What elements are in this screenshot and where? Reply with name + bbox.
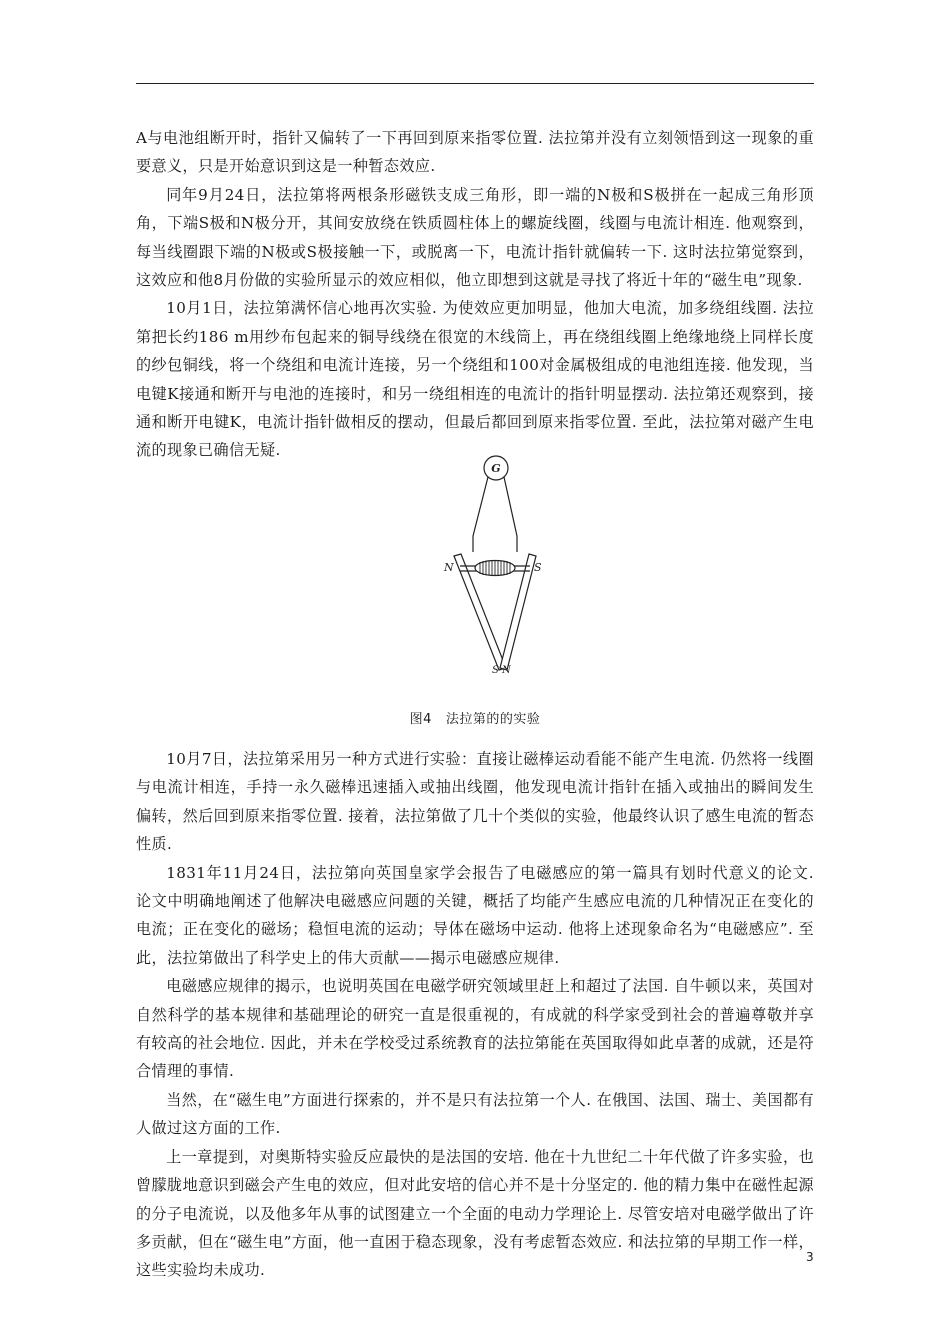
- left-lead-wire: [473, 477, 488, 536]
- figure-title: 法拉第的的实验: [445, 712, 541, 727]
- paragraph: 同年9月24日，法拉第将两根条形磁铁支成三角形，即一端的N极和S极拼在一起成三角形顶角，下端S极和N极分开，其间安放绕在铁质圆柱体上的螺旋线圈，线圈与电流计相连. 他观察到，每当线圈跟下端的N极或S极接触一下，或脱离一下，电流计指针就偏转一下. 这时法拉第觉察到，这效应和他8月份做的实验所显示的效应相似，他立即想到这就是寻找了将近十年的“磁生电”现象.: [136, 185, 814, 290]
- faraday-experiment-figure: [440, 448, 580, 688]
- paragraph: 10月1日，法拉第满怀信心地再次实验. 为使效应更加明显，他加大电流，加多绕组线圈. 法拉第把长约186 m用纱布包起来的铜导线绕在很宽的木线筒上，再在绕组线圈上绝缘地绕上同样长度的纱包铜线，将一个绕组和电流计连接，另一个绕组和100对金属极组成的电池组连接. 他发现，当电键K接通和断开与电池的连接时，和另一绕组相连的电流计的指针明显摆动. 法拉第还观察到，接通和断开电键K，电流计指针做相反的摆动，但最后都回到原来指零位置. 至此，法拉第对磁产生电流的现象已确信无疑.: [136, 299, 814, 460]
- paragraph: 上一章提到，对奥斯特实验反应最快的是法国的安培. 他在十九世纪二十年代做了许多实验，也曾朦胧地意识到磁会产生电的效应，但对此安培的信心并不是十分坚定的. 他的精力集中在磁性起源的分子电流说，以及他多年从事的试图建立一个全面的电动力学理论上. 尽管安培对电磁学做出了许多贡献，但在“磁生电”方面，他一直困于稳态现象，没有考虑暂态效应. 和法拉第的早期工作一样，这些实验均未成功.: [136, 1147, 814, 1280]
- header-rule: [136, 83, 814, 84]
- figure-caption: [0, 708, 950, 727]
- label-s-bottom: S: [492, 665, 499, 676]
- figure-label: 图4: [409, 712, 432, 727]
- label-n-bottom: N: [502, 665, 511, 676]
- right-lead-wire: [504, 477, 517, 536]
- paragraph: 当然，在“磁生电”方面进行探索的，并不是只有法拉第一个人. 在俄国、法国、瑞士、美国都有人做过这方面的工作.: [136, 1090, 814, 1138]
- paragraph: 10月7日，法拉第采用另一种方式进行实验：直接让磁棒运动看能不能产生电流. 仍然将一线圈与电流计相连，手持一永久磁棒迅速插入或抽出线圈，他发现电流计指针在插入或抽出的瞬间发生偏转，然后回到原来指零位置. 接着，法拉第做了几十个类似的实验，他最终认识了感生电流的暂态性质.: [136, 750, 814, 854]
- paragraph: 1831年11月24日，法拉第向英国皇家学会报告了电磁感应的第一篇具有划时代意义的论文. 论文中明确地阐述了他解决电磁感应问题的关键，概括了均能产生感应电流的几种情况正在变化的电流；正在变化的磁场；稳恒电流的运动；导体在磁场中运动. 他将上述现象命名为“电磁感应”. 至此，法拉第做出了科学史上的伟大贡献——揭示电磁感应规律.: [136, 863, 814, 967]
- paragraph: A与电池组断开时，指针又偏转了一下再回到原来指零位置. 法拉第并没有立刻领悟到这一现象的重要意义，只是开始意识到这是一种暂态效应.: [136, 129, 814, 176]
- page-number: 3: [806, 1250, 814, 1264]
- text-block-bottom: [136, 745, 814, 1285]
- galvanometer-label: G: [491, 462, 501, 475]
- label-n-left: N: [444, 561, 454, 574]
- paragraph: 电磁感应规律的揭示，也说明英国在电磁学研究领域里赶上和超过了法国. 自牛顿以来，英国对自然科学的基本规律和基础理论的研究一直是很重视的，有成就的科学家受到社会的普遍尊敬并享有较高的社会地位. 因此，并未在学校受过系统教育的法拉第能在英国取得如此卓著的成就，还是符合情理的事情.: [136, 977, 814, 1081]
- text-block-top: [136, 124, 814, 465]
- label-s-right: S: [534, 561, 542, 574]
